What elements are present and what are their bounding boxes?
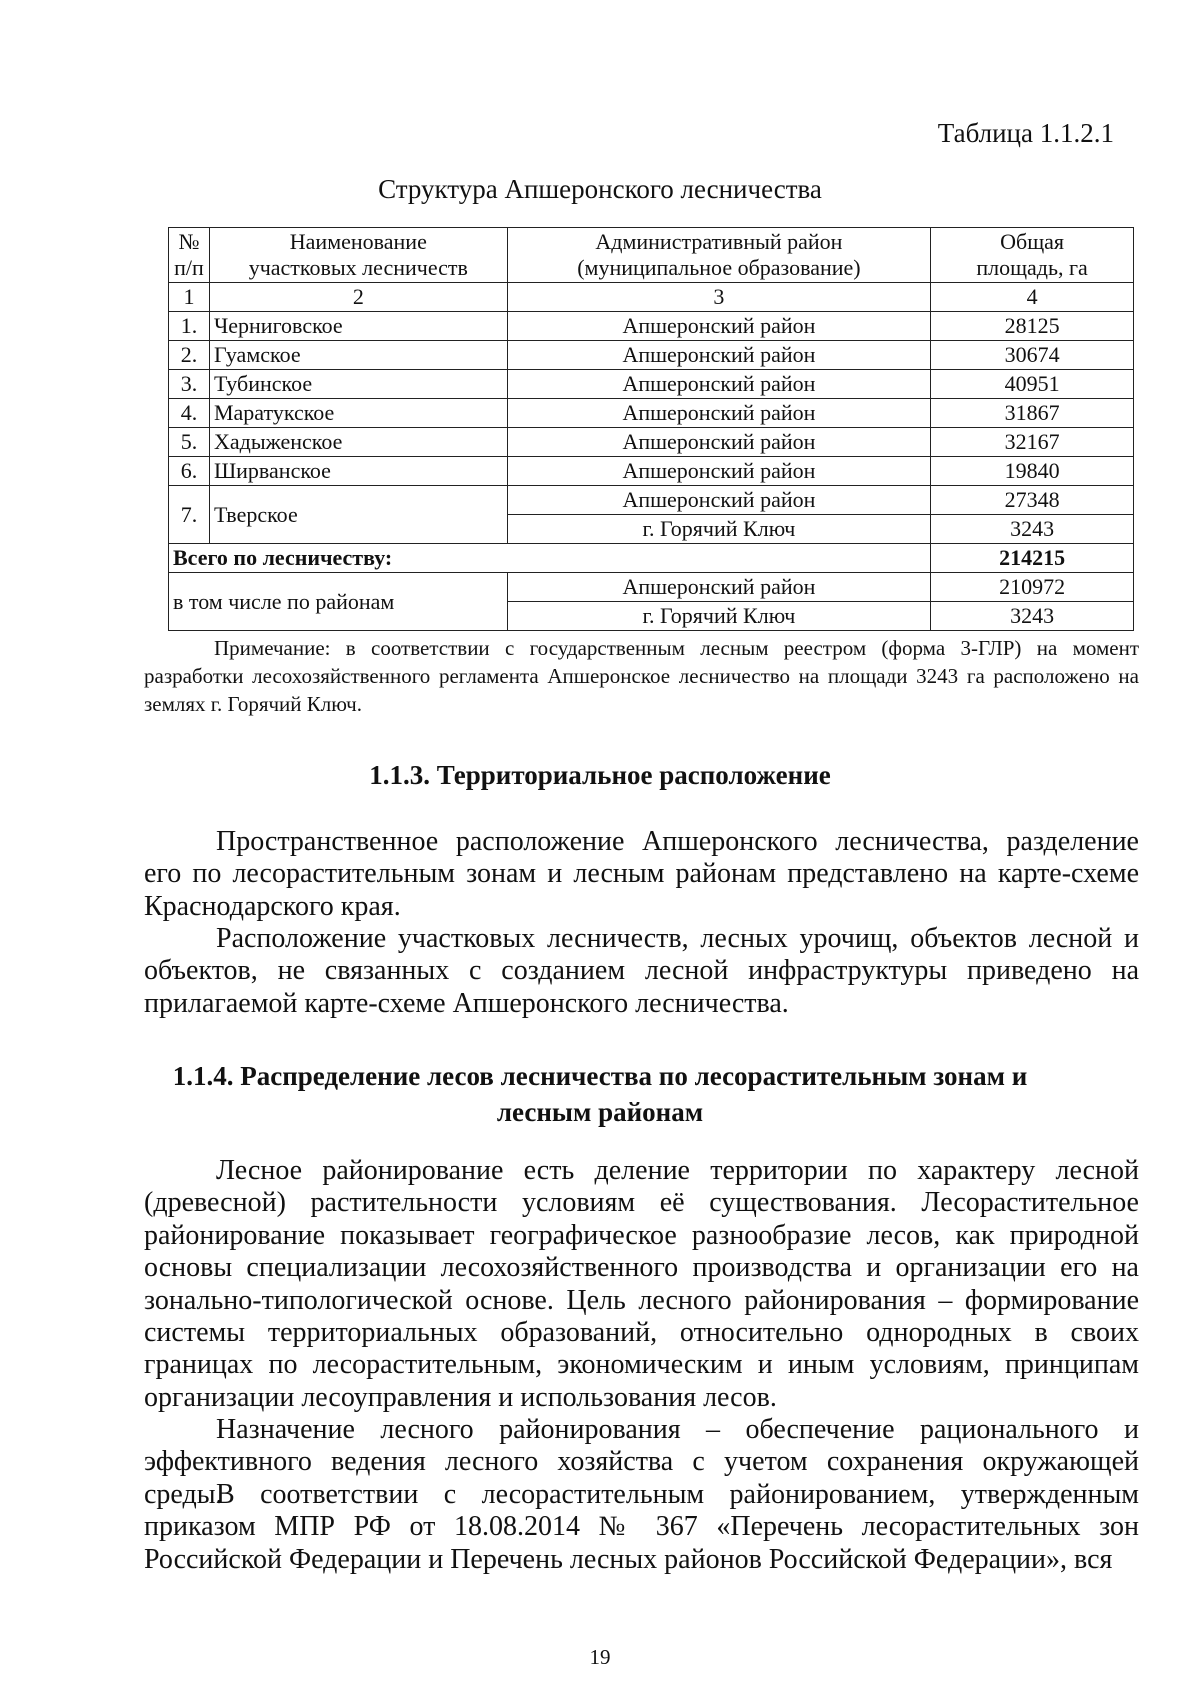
forestry-name: Тверское [209, 486, 507, 544]
table-row [169, 486, 1134, 515]
header-cell-name: Наименование участковых лесничеств [209, 228, 507, 283]
area-value: 40951 [931, 370, 1134, 399]
header-cell-area: Общая площадь, га [931, 228, 1134, 283]
table-header-row [169, 228, 1134, 283]
forestry-name: Гуамское [209, 341, 507, 370]
by-district-row [169, 573, 1134, 602]
row-number: 6. [169, 457, 210, 486]
section-heading-1-1-3: 1.1.3. Территориальное расположение [369, 760, 831, 790]
forestry-name: Черниговское [209, 312, 507, 341]
table-row [169, 370, 1134, 399]
area-value: 30674 [931, 341, 1134, 370]
forestry-name: Ширванское [209, 457, 507, 486]
district-name: Апшеронский район [507, 370, 931, 399]
district-name: Апшеронский район [507, 428, 931, 457]
district-name: Апшеронский район [507, 457, 931, 486]
district-name: Апшеронский район [507, 573, 931, 602]
table-row [169, 399, 1134, 428]
area-value: 32167 [931, 428, 1134, 457]
paragraph: Лесное районирование есть деление территории по характеру лесной (древесной) растительности условиям её существования. Лесорастительное районирование показывает географическое разнообразие лесов, как природной основы специализации лесохозяйственного производства и организации его на зонально-типологической основе. Цель лесного районирования – формирование системы территориальных образований, относительно однородных в своих границах по лесорастительным, экономическим и иным условиям, принципам организации лесоуправления и использования лесов. [144, 1155, 1139, 1413]
row-number: 3. [169, 370, 210, 399]
area-value: 27348 [931, 486, 1134, 515]
paragraph: Расположение участковых лесничеств, лесных урочищ, объектов лесной и объектов, не связанных с созданием лесной инфраструктуры приведено на прилагаемой карте-схеме Апшеронского лесничества. [144, 923, 1139, 1019]
table-note-text: Примечание: в соответствии с государственным лесным реестром (форма 3-ГЛР) на момент разработки лесохозяйственного регламента Апшеронское лесничество на площади 3243 га расположено на землях г. Горячий Ключ. [144, 636, 1139, 716]
paragraph: В соответствии с лесорастительным районированием, утвержденным приказом МПР РФ от 18.08.2014 № 367 «Перечень лесорастительных зон Российской Федерации и Перечень лесных районов Российской Федерации», вся [144, 1479, 1139, 1575]
district-name: Апшеронский район [507, 399, 931, 428]
total-row [169, 544, 1134, 573]
area-value: 28125 [931, 312, 1134, 341]
table-row [169, 341, 1134, 370]
area-value: 3243 [931, 602, 1134, 631]
paragraph: Пространственное расположение Апшеронского лесничества, разделение его по лесорастительным зонам и лесным районам представлено на карте-схеме Краснодарского края. [144, 826, 1139, 922]
column-number: 4 [931, 283, 1134, 312]
row-number: 7. [169, 486, 210, 544]
forestry-name: Маратукское [209, 399, 507, 428]
forestry-name: Хадыженское [209, 428, 507, 457]
table-row [169, 428, 1134, 457]
heading-line: 1.1.4. Распределение лесов лесничества по лесорастительным зонам и [172, 1061, 1028, 1091]
column-number: 3 [507, 283, 931, 312]
area-value: 210972 [931, 573, 1134, 602]
table-row [169, 457, 1134, 486]
area-value: 19840 [931, 457, 1134, 486]
total-label: Всего по лесничеству: [169, 544, 931, 573]
table-number: Таблица 1.1.2.1 [937, 118, 1114, 148]
by-district-label: в том числе по районам [169, 573, 508, 631]
area-value: 3243 [931, 515, 1134, 544]
paragraph: Назначение лесного районирования – обеспечение рационального и эффективного ведения лесного хозяйства с учетом сохранения окружающей среды. [144, 1414, 1139, 1510]
heading-line: лесным районам [496, 1097, 704, 1127]
table-note [144, 634, 1139, 718]
area-value: 31867 [931, 399, 1134, 428]
row-number: 5. [169, 428, 210, 457]
table-row [169, 312, 1134, 341]
district-name: Апшеронский район [507, 486, 931, 515]
district-name: Апшеронский район [507, 312, 931, 341]
row-number: 1. [169, 312, 210, 341]
section-heading-1-1-4 [0, 1058, 1200, 1130]
forestry-structure-table [168, 227, 1134, 631]
forestry-name: Тубинское [209, 370, 507, 399]
row-number: 2. [169, 341, 210, 370]
column-number-row [169, 283, 1134, 312]
row-number: 4. [169, 399, 210, 428]
total-area: 214215 [931, 544, 1134, 573]
header-cell-district: Административный район (муниципальное образование) [507, 228, 931, 283]
header-cell-number: № п/п [169, 228, 210, 283]
page-number: 19 [589, 1645, 611, 1669]
district-name: г. Горячий Ключ [507, 515, 931, 544]
district-name: Апшеронский район [507, 341, 931, 370]
district-name: г. Горячий Ключ [507, 602, 931, 631]
column-number: 2 [209, 283, 507, 312]
column-number: 1 [169, 283, 210, 312]
table-title: Структура Апшеронского лесничества [378, 174, 822, 204]
